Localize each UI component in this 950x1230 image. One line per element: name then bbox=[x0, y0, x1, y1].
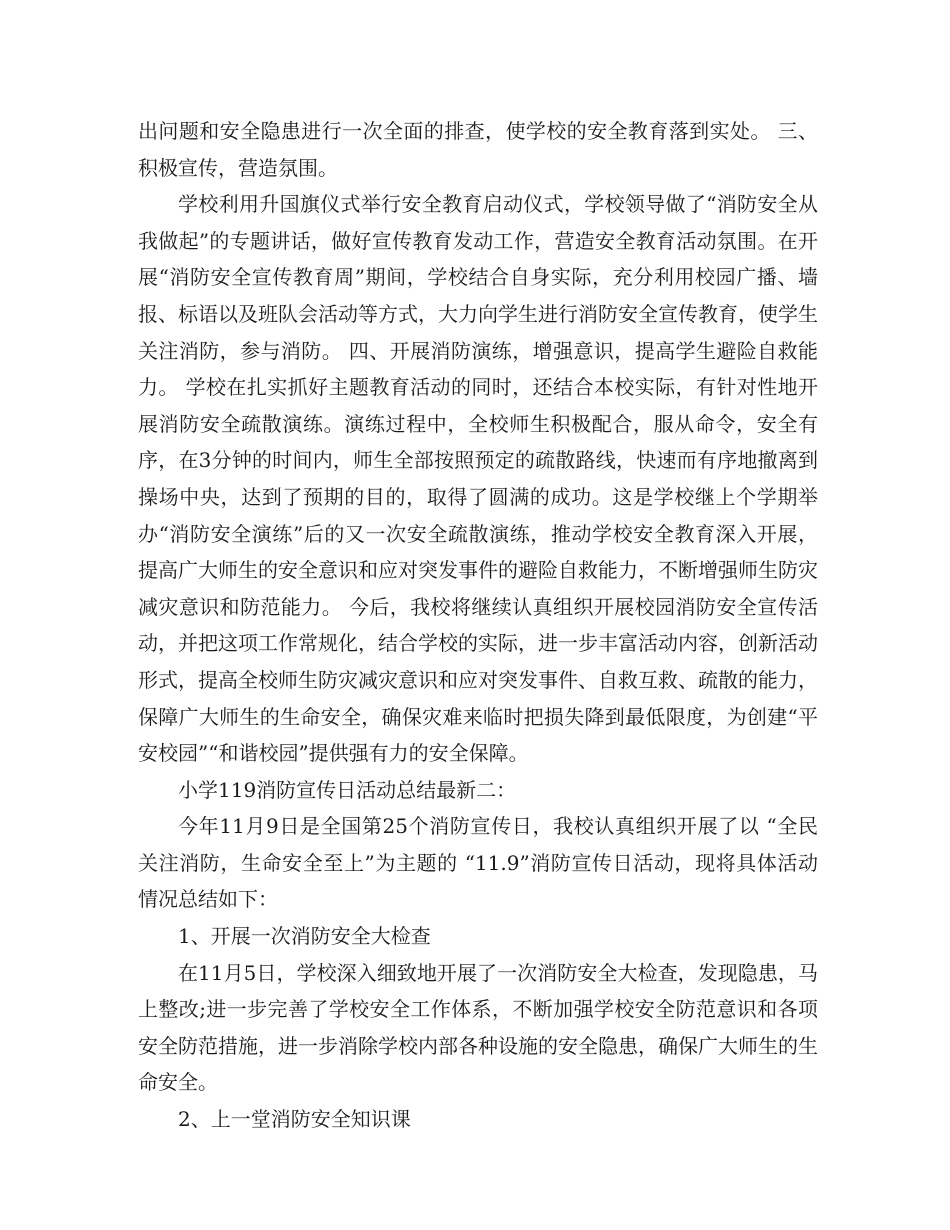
section-heading-2: 小学119消防宣传日活动总结最新二： bbox=[178, 777, 517, 802]
paragraph-1: 出问题和安全隐患进行一次全面的排查，使学校的安全教育落到实处。 三、积极宣传，营造氛围。 bbox=[138, 119, 818, 180]
paragraph-4: 在11月5日，学校深入细致地开展了一次消防安全大检查，发现隐患，马上整改;进一步完善了学校安全工作体系，不断加强学校安全防范意识和各项安全防范措施，进一步消除学校内部各种设施的安全隐患，确保广大师生的生命安全。 bbox=[138, 960, 818, 1095]
list-item-2: 2、上一堂消防安全知识课 bbox=[178, 1107, 411, 1132]
document-body bbox=[138, 113, 818, 1138]
paragraph-3: 今年11月9日是全国第25个消防宣传日，我校认真组织开展了以 “全民关注消防，生命安全至上”为主题的 “11.9”消防宣传日活动，现将具体活动情况总结如下： bbox=[138, 814, 818, 912]
paragraph-2: 学校利用升国旗仪式举行安全教育启动仪式，学校领导做了“消防安全从我做起”的专题讲话，做好宣传教育发动工作，营造安全教育活动氛围。在开展“消防安全宣传教育周”期间，学校结合自身实际，充分利用校园广播、墙报、标语以及班队会活动等方式，大力向学生进行消防安全宣传教育，使学生关注消防，参与消防。 四、开展消防演练，增强意识，提高学生避险自救能力。 学校在扎实抓好主题教育活动的同时，还结合本校实际，有针对性地开展消防安全疏散演练。演练过程中，全校师生积极配合，服从命令，安全有序，在3分钟的时间内，师生全部按照预定的疏散路线，快速而有序地撤离到操场中央，达到了预期的目的，取得了圆满的成功。这是学校继上个学期举办“消防安全演练”后的又一次安全疏散演练，推动学校安全教育深入开展，提高广大师生的安全意识和应对突发事件的避险自救能力，不断增强师生防灾减灾意识和防范能力。 今后，我校将继续认真组织开展校园消防安全宣传活动，并把这项工作常规化，结合学校的实际，进一步丰富活动内容，创新活动形式，提高全校师生防灾减灾意识和应对突发事件、自救互救、疏散的能力，保障广大师生的生命安全，确保灾难来临时把损失降到最低限度，为创建“平安校园”“和谐校园”提供强有力的安全保障。 bbox=[138, 192, 818, 766]
list-item-1: 1、开展一次消防安全大检查 bbox=[178, 924, 431, 949]
